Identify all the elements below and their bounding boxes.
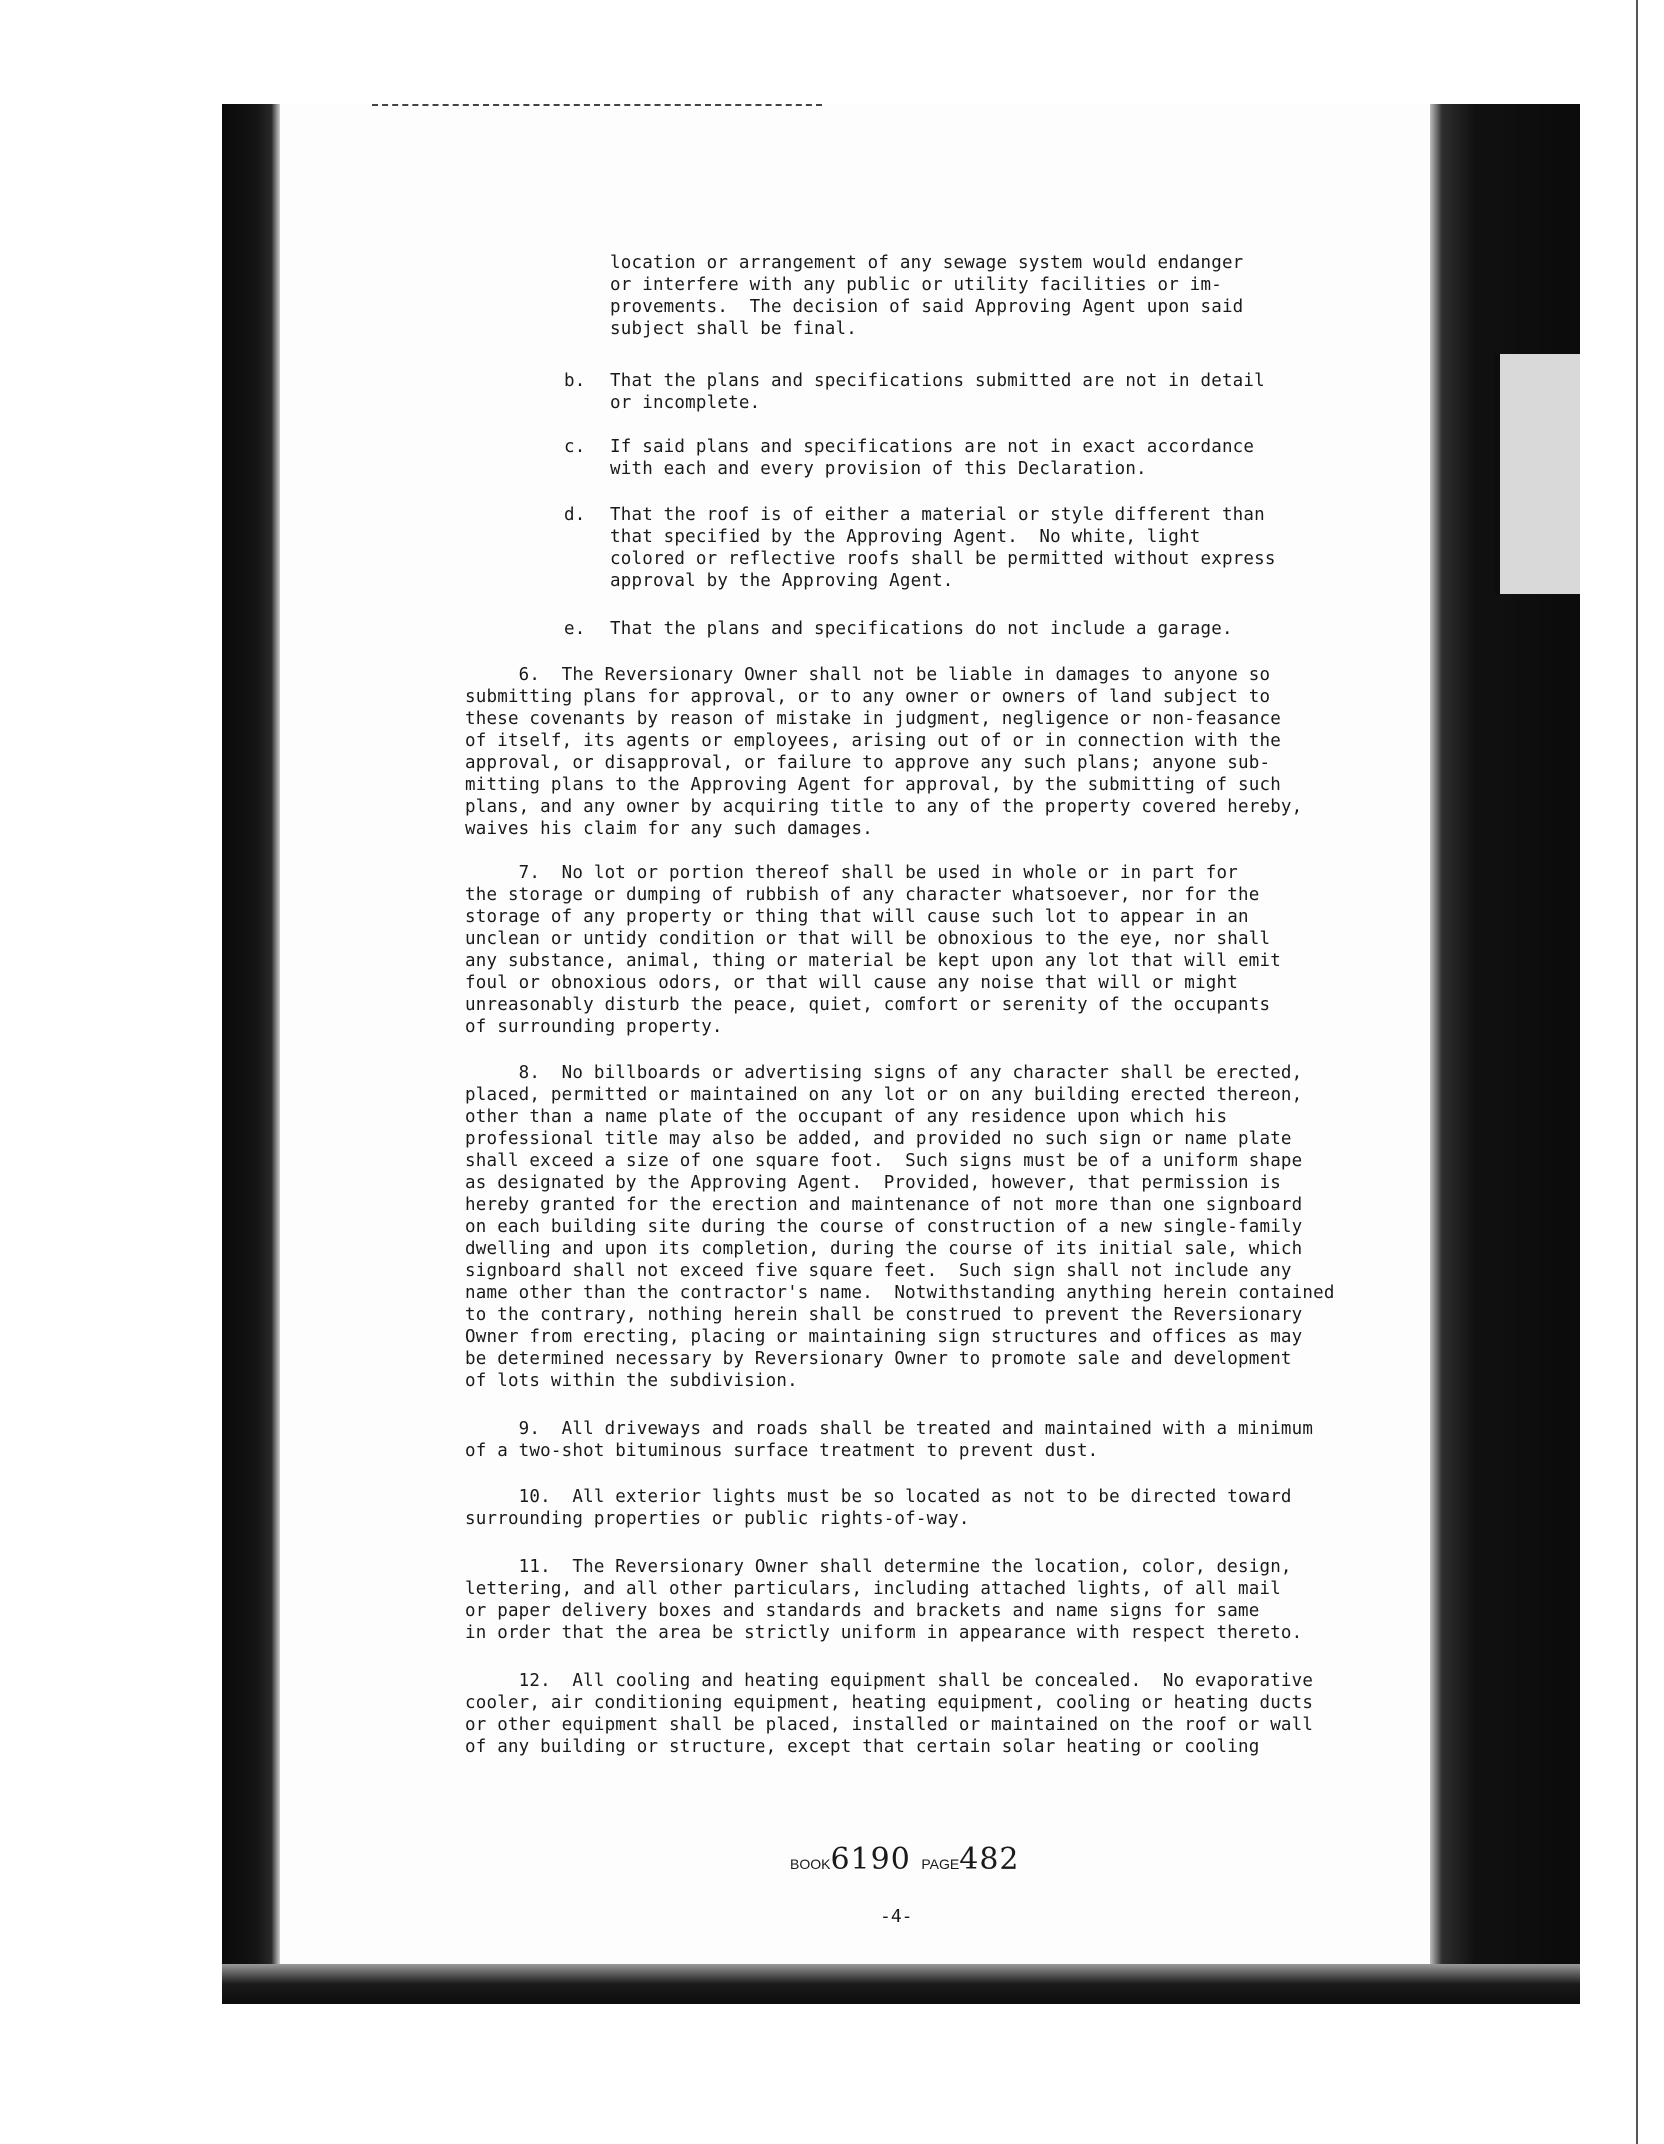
book-page-stamp — [790, 1842, 1020, 1877]
paragraph-12-line: 12. All cooling and heating equipment shall be concealed. No evaporative — [465, 1671, 1314, 1691]
paragraph-8-line: dwelling and upon its completion, during the course of its initial sale, which — [465, 1239, 1303, 1259]
continuation-line: or interfere with any public or utility facilities or im- — [610, 275, 1222, 295]
continuation-line: provements. The decision of said Approving Agent upon said — [610, 297, 1244, 317]
paragraph-8-line: shall exceed a size of one square foot. Such signs must be of a uniform shape — [465, 1151, 1303, 1171]
outer-rule — [1636, 0, 1638, 2144]
subitem-letter: b. — [564, 371, 586, 391]
book-label: BOOK — [790, 1856, 831, 1872]
paragraph-7-line: the storage or dumping of rubbish of any character whatsoever, nor for the — [465, 885, 1260, 905]
paragraph-11-line: in order that the area be strictly uniform in appearance with respect thereto. — [465, 1623, 1303, 1643]
paragraph-12-line: or other equipment shall be placed, installed or maintained on the roof or wall — [465, 1715, 1314, 1735]
paragraph-8-line: Owner from erecting, placing or maintaining sign structures and offices as may — [465, 1327, 1303, 1347]
subitem-letter: e. — [564, 619, 586, 639]
paragraph-8-line: other than a name plate of the occupant of any residence upon which his — [465, 1107, 1228, 1127]
subitem-line: colored or reflective roofs shall be permitted without express — [610, 549, 1276, 569]
paper-tab — [1494, 354, 1580, 594]
paragraph-9-line: 9. All driveways and roads shall be treated and maintained with a minimum — [465, 1419, 1314, 1439]
paragraph-8-line: of lots within the subdivision. — [465, 1371, 798, 1391]
paragraph-11-line: 11. The Reversionary Owner shall determine the location, color, design, — [465, 1557, 1292, 1577]
paragraph-8-line: name other than the contractor's name. Notwithstanding anything herein contained — [465, 1283, 1335, 1303]
paragraph-8-line: on each building site during the course of construction of a new single-family — [465, 1217, 1303, 1237]
scan-edge-bottom — [222, 1964, 1580, 2004]
page-indicator: -4- — [880, 1906, 913, 1927]
paragraph-8-line: 8. No billboards or advertising signs of any character shall be erected, — [465, 1063, 1303, 1083]
paragraph-11-line: lettering, and all other particulars, including attached lights, of all mail — [465, 1579, 1281, 1599]
subitem-letter: d. — [564, 505, 586, 525]
paragraph-6-line: of itself, its agents or employees, arising out of or in connection with the — [465, 731, 1281, 751]
paragraph-6-line: these covenants by reason of mistake in judgment, negligence or non-feasance — [465, 709, 1281, 729]
paragraph-7-line: of surrounding property. — [465, 1017, 723, 1037]
top-rule — [372, 104, 822, 106]
continuation-line: location or arrangement of any sewage system would endanger — [610, 253, 1244, 273]
scan-edge-right — [1430, 104, 1580, 2004]
subitem-line: If said plans and specifications are not in exact accordance — [610, 437, 1255, 457]
paragraph-7-line: 7. No lot or portion thereof shall be used in whole or in part for — [465, 863, 1238, 883]
paragraph-8-line: placed, permitted or maintained on any lot or on any building erected thereon, — [465, 1085, 1303, 1105]
paragraph-8-line: professional title may also be added, and provided no such sign or name plate — [465, 1129, 1292, 1149]
paragraph-8-line: signboard shall not exceed five square feet. Such sign shall not include any — [465, 1261, 1292, 1281]
paragraph-12-line: cooler, air conditioning equipment, heating equipment, cooling or heating ducts — [465, 1693, 1314, 1713]
paragraph-11-line: or paper delivery boxes and standards and brackets and name signs for same — [465, 1601, 1260, 1621]
book-number: 6190 — [830, 1842, 911, 1877]
paragraph-9-line: of a two-shot bituminous surface treatment to prevent dust. — [465, 1441, 1099, 1461]
paragraph-8-line: be determined necessary by Reversionary Owner to promote sale and development — [465, 1349, 1292, 1369]
paragraph-8-line: as designated by the Approving Agent. Provided, however, that permission is — [465, 1173, 1281, 1193]
subitem-line: That the plans and specifications do not include a garage. — [610, 619, 1233, 639]
paragraph-7-line: unreasonably disturb the peace, quiet, comfort or serenity of the occupants — [465, 995, 1271, 1015]
subitem-line: or incomplete. — [610, 393, 761, 413]
subitem-line: with each and every provision of this Declaration. — [610, 459, 1147, 479]
paragraph-8-line: hereby granted for the erection and maintenance of not more than one signboard — [465, 1195, 1303, 1215]
paragraph-10-line: surrounding properties or public rights-of-way. — [465, 1509, 970, 1529]
paragraph-7-line: foul or obnoxious odors, or that will cause any noise that will or might — [465, 973, 1238, 993]
paragraph-7-line: storage of any property or thing that will cause such lot to appear in an — [465, 907, 1249, 927]
page-number: 482 — [959, 1842, 1020, 1877]
paragraph-6-line: mitting plans to the Approving Agent for approval, by the submitting of such — [465, 775, 1281, 795]
paragraph-10-line: 10. All exterior lights must be so located as not to be directed toward — [465, 1487, 1292, 1507]
paragraph-8-line: to the contrary, nothing herein shall be construed to prevent the Reversionary — [465, 1305, 1303, 1325]
paragraph-6-line: plans, and any owner by acquiring title to any of the property covered hereby, — [465, 797, 1303, 817]
paragraph-7-line: unclean or untidy condition or that will be obnoxious to the eye, nor shall — [465, 929, 1271, 949]
paragraph-12-line: of any building or structure, except that certain solar heating or cooling — [465, 1737, 1260, 1757]
paragraph-6-line: waives his claim for any such damages. — [465, 819, 873, 839]
subitem-line: that specified by the Approving Agent. No white, light — [610, 527, 1201, 547]
paragraph-6-line: 6. The Reversionary Owner shall not be liable in damages to anyone so — [465, 665, 1271, 685]
paragraph-6-line: submitting plans for approval, or to any owner or owners of land subject to — [465, 687, 1271, 707]
paragraph-6-line: approval, or disapproval, or failure to approve any such plans; anyone sub- — [465, 753, 1271, 773]
subitem-line: That the plans and specifications submitted are not in detail — [610, 371, 1265, 391]
paragraph-7-line: any substance, animal, thing or material be kept upon any lot that will emit — [465, 951, 1281, 971]
scan-edge-left — [222, 104, 280, 2004]
continuation-line: subject shall be final. — [610, 319, 857, 339]
page-label: PAGE — [921, 1856, 960, 1872]
subitem-line: approval by the Approving Agent. — [610, 571, 954, 591]
subitem-letter: c. — [564, 437, 586, 457]
subitem-line: That the roof is of either a material or style different than — [610, 505, 1265, 525]
